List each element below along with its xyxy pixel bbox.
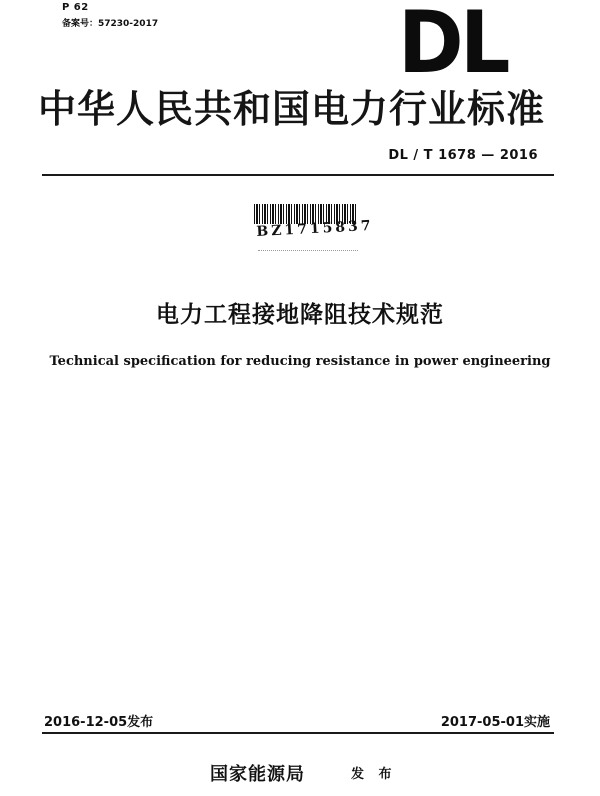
title-chinese: 电力工程接地降阻技术规范 bbox=[156, 302, 444, 328]
publisher-name: 国家能源局 bbox=[210, 764, 305, 785]
barcode-text: BZ1715837 bbox=[256, 217, 374, 240]
effective-date: 2017-05-01实施 bbox=[440, 715, 550, 730]
classification-code: P 62 bbox=[62, 2, 89, 13]
bottom-divider bbox=[42, 732, 554, 734]
standard-number: DL / T 1678 — 2016 bbox=[388, 148, 538, 163]
barcode-label bbox=[252, 204, 374, 262]
dl-logo: DL bbox=[398, 0, 507, 93]
title-english: Technical specification for reducing resistance in power engineering bbox=[49, 354, 551, 369]
record-number: 备案号：57230-2017 bbox=[62, 19, 159, 29]
publish-label: 发 布 bbox=[351, 767, 397, 782]
issue-date: 2016-12-05发布 bbox=[44, 715, 154, 730]
organization-title: 中华人民共和国电力行业标准 bbox=[38, 86, 546, 131]
barcode-dotted-line bbox=[258, 250, 358, 252]
top-divider bbox=[42, 174, 554, 176]
